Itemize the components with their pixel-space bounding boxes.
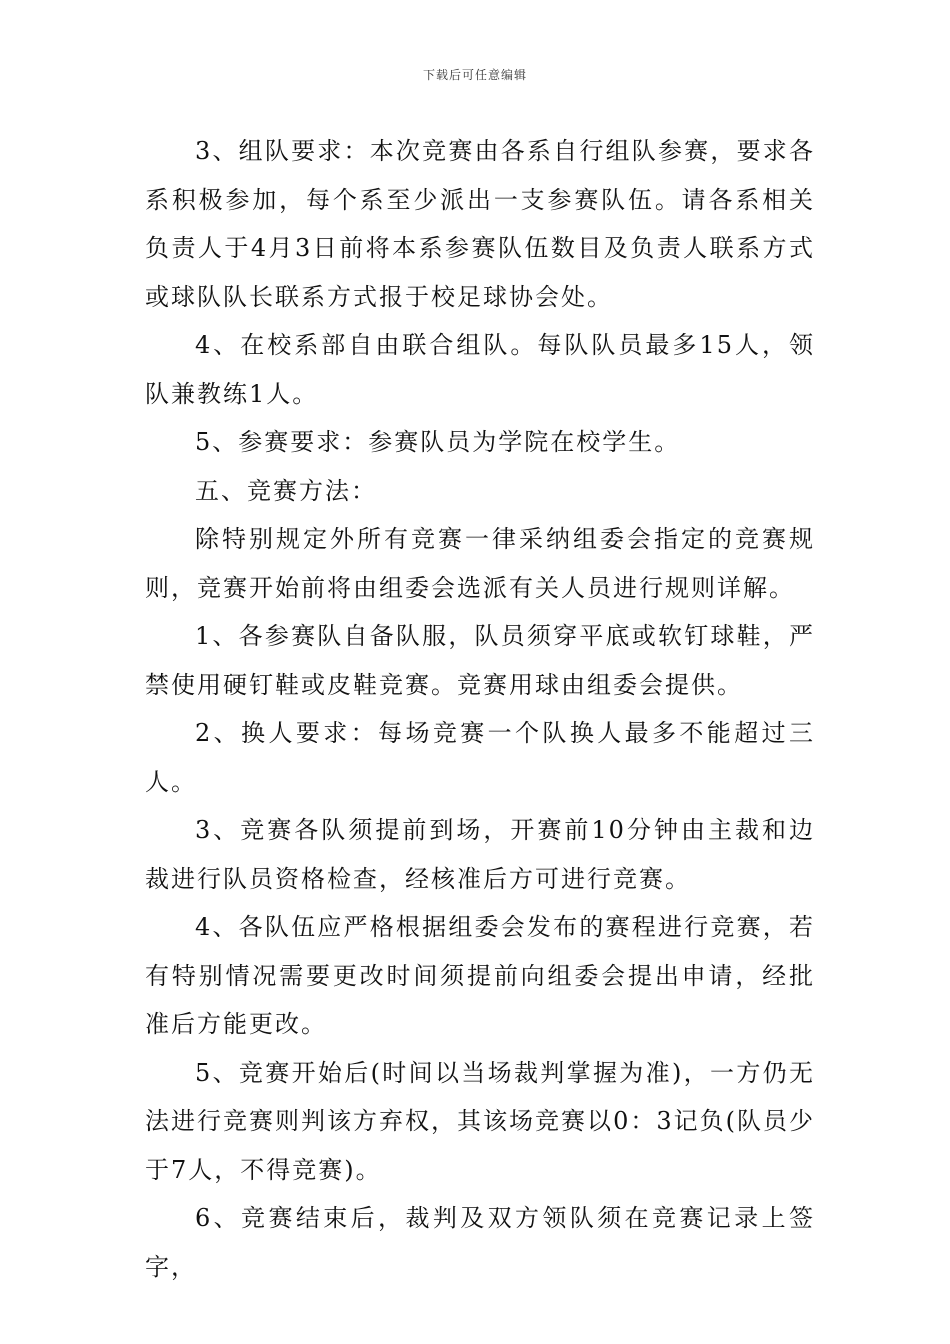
document-body <box>145 127 815 1291</box>
paragraph-rule-signature: 6、竞赛结束后，裁判及双方领队须在竞赛记录上签字， <box>145 1204 815 1281</box>
paragraph-rule-substitution: 2、换人要求：每场竞赛一个队换人最多不能超过三人。 <box>145 719 815 796</box>
paragraph-team-requirements: 3、组队要求：本次竞赛由各系自行组队参赛，要求各系积极参加，每个系至少派出一支参赛队伍。请各系相关负责人于4月3日前将本系参赛队伍数目及负责人联系方式或球队队长联系方式报于校足球协会处。 <box>145 137 815 311</box>
paragraph-rule-arrival: 3、竞赛各队须提前到场，开赛前10分钟由主裁和边裁进行队员资格检查，经核准后方可进行竞赛。 <box>145 816 815 893</box>
section-heading-competition-method: 五、竞赛方法： <box>195 476 377 505</box>
paragraph-participant-requirements: 5、参赛要求：参赛队员为学院在校学生。 <box>195 428 681 456</box>
paragraph-rule-uniform: 1、各参赛队自备队服，队员须穿平底或软钉球鞋，严禁使用硬钉鞋或皮鞋竞赛。竞赛用球由组委会提供。 <box>145 622 815 699</box>
paragraph-free-team-forming: 4、在校系部自由联合组队。每队队员最多15人，领队兼教练1人。 <box>145 331 815 408</box>
page-header: 下载后可任意编辑 <box>422 68 527 82</box>
paragraph-rules-intro: 除特别规定外所有竞赛一律采纳组委会指定的竞赛规则，竞赛开始前将由组委会选派有关人员进行规则详解。 <box>145 525 815 602</box>
paragraph-rule-schedule: 4、各队伍应严格根据组委会发布的赛程进行竞赛，若有特别情况需要更改时间须提前向组委会提出申请，经批准后方能更改。 <box>145 913 815 1038</box>
paragraph-rule-forfeit: 5、竞赛开始后(时间以当场裁判掌握为准)，一方仍无法进行竞赛则判该方弃权，其该场竞赛以0：3记负(队员少于7人，不得竞赛)。 <box>145 1058 815 1184</box>
